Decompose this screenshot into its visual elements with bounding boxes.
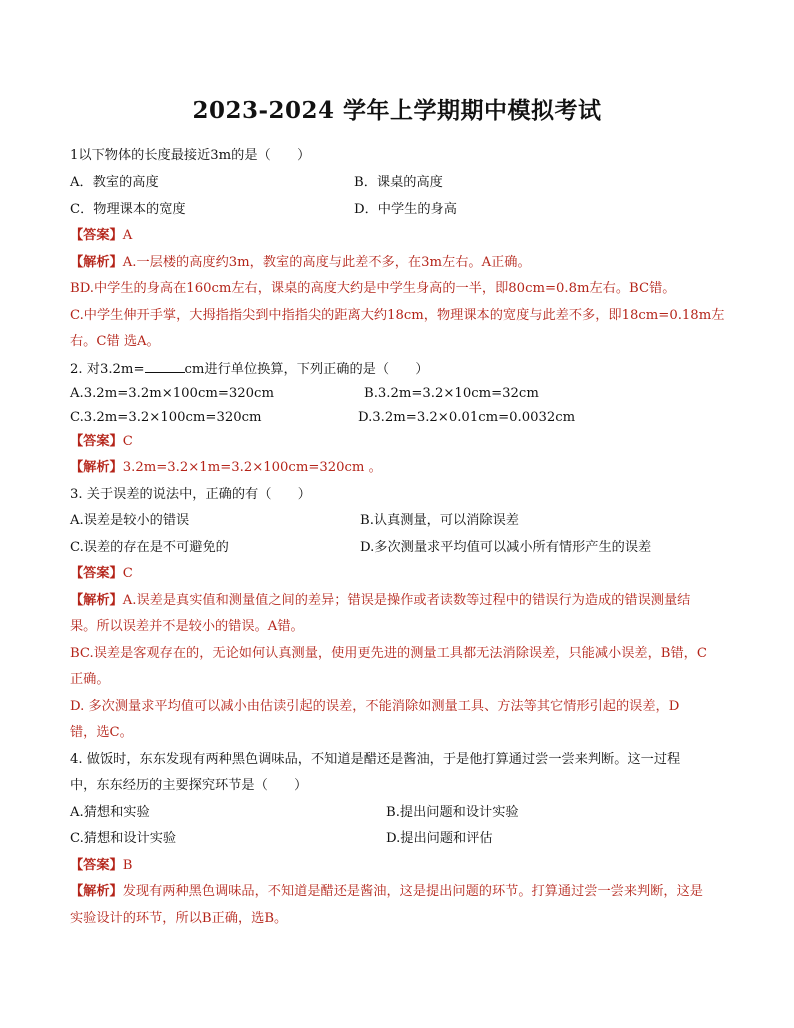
q4-answer-row: [70, 857, 132, 875]
q2-stem: [70, 360, 429, 379]
q3-option-c: C.误差的存在是不可避免的: [70, 540, 229, 555]
q3-option-a: A.误差是较小的错误: [70, 513, 190, 528]
answer-tag: 【答案】: [70, 434, 123, 449]
q1-option-b: B．课桌的高度: [354, 175, 443, 190]
q2-option-b: B.3.2m=3.2×10cm=32cm: [364, 386, 539, 401]
q3-analysis-line: 错，选C。: [70, 725, 133, 740]
q1-analysis-line: 右。C错 选A。: [70, 334, 160, 349]
q1-option-c: C．物理课本的宽度: [70, 202, 186, 217]
q3-analysis-line: 正确。: [70, 672, 110, 687]
q2-analysis-line: 3.2m=3.2×1m=3.2×100cm=320cm 。: [122, 460, 382, 475]
q3-analysis-line: 果。所以误差并不是较小的错误。A错。: [70, 619, 304, 634]
q2-stem-pre: 2. 对3.2m=: [70, 362, 145, 377]
q3-analysis-line: A.误差是真实值和测量值之间的差异；错误是操作或者读数等过程中的错误行为造成的错误测量结: [122, 593, 691, 608]
answer-tag: 【答案】: [70, 858, 123, 873]
answer-tag: 【答案】: [70, 228, 123, 243]
q3-answer-row: [70, 565, 133, 583]
q2-answer-row: [70, 433, 133, 451]
page-title: 2023-2024 学年上学期期中模拟考试: [192, 97, 602, 124]
q1-option-a: A．教室的高度: [70, 175, 159, 190]
q4-option-d: D.提出问题和评估: [386, 831, 493, 846]
q1-stem: 1以下物体的长度最接近3m的是（ ）: [70, 148, 311, 163]
q2-option-d: D.3.2m=3.2×0.01cm=0.0032cm: [358, 410, 576, 425]
q4-analysis-line: 实验设计的环节，所以B正确，选B。: [70, 911, 288, 926]
q3-stem: 3. 关于误差的说法中，正确的有（ ）: [70, 487, 311, 502]
q4-answer: B: [122, 858, 133, 873]
q2-option-a: A.3.2m=3.2m×100cm=320cm: [70, 386, 274, 401]
q3-option-d: D.多次测量求平均值可以减小所有情形产生的误差: [360, 540, 652, 555]
q3-analysis-line: BC.误差是客观存在的，无论如何认真测量，使用更先进的测量工具都无法消除误差，只能减小误差，B错，C: [70, 646, 707, 661]
q1-answer: A: [122, 228, 133, 243]
q3-analysis-row: [70, 592, 690, 610]
analysis-tag: 【解析】: [70, 460, 123, 475]
q1-analysis-line: A.一层楼的高度约3m，教室的高度与此差不多，在3m左右。A正确。: [122, 255, 531, 270]
q3-answer: C: [122, 566, 133, 581]
q2-answer: C: [122, 434, 133, 449]
q4-analysis-row: [70, 883, 703, 901]
answer-tag: 【答案】: [70, 566, 123, 581]
analysis-tag: 【解析】: [70, 255, 123, 270]
q1-analysis-line: C.中学生伸开手掌，大拇指指尖到中指指尖的距离大约18cm，物理课本的宽度与此差不多，即18cm=0.18m左: [70, 308, 725, 323]
q4-option-a: A.猜想和实验: [70, 805, 150, 820]
q1-analysis-row: [70, 254, 531, 272]
q1-analysis-line: BD.中学生的身高在160cm左右，课桌的高度大约是中学生身高的一半，即80cm=0.8m左右。BC错。: [70, 281, 676, 296]
q4-stem: 中，东东经历的主要探究环节是（ ）: [70, 778, 308, 793]
q2-stem-post: cm进行单位换算，下列正确的是（ ）: [184, 362, 429, 377]
q1-answer-row: [70, 227, 132, 245]
analysis-tag: 【解析】: [70, 884, 123, 899]
q1-option-d: D．中学生的身高: [354, 202, 457, 217]
q4-stem: 4. 做饭时，东东发现有两种黑色调味品，不知道是醋还是酱油，于是他打算通过尝一尝来判断。这一过程: [70, 752, 681, 767]
q4-option-c: C.猜想和设计实验: [70, 831, 177, 846]
q4-analysis-line: 发现有两种黑色调味品，不知道是醋还是酱油，这是提出问题的环节。打算通过尝一尝来判断，这是: [122, 884, 703, 899]
q4-option-b: B.提出问题和设计实验: [386, 805, 519, 820]
q2-analysis-row: [70, 459, 382, 477]
analysis-tag: 【解析】: [70, 593, 123, 608]
q2-option-c: C.3.2m=3.2×100cm=320cm: [70, 410, 262, 425]
q3-option-b: B.认真测量，可以消除误差: [360, 513, 519, 528]
q3-analysis-line: D. 多次测量求平均值可以减小由估读引起的误差，不能消除如测量工具、方法等其它情形引起的误差，D: [70, 699, 680, 714]
q2-blank: [145, 360, 185, 373]
